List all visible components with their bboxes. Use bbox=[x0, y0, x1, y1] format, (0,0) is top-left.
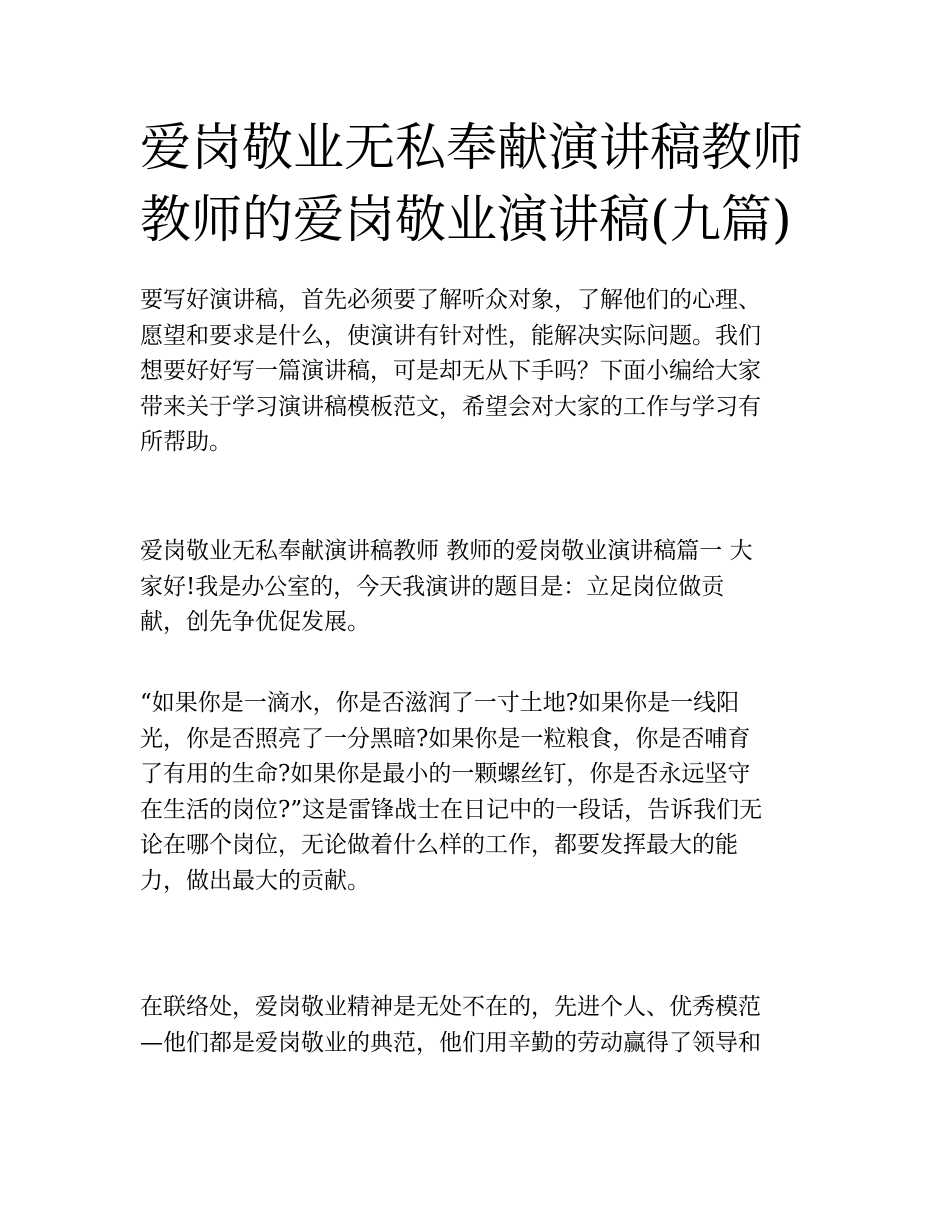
text-line: 爱岗敬业无私奉献演讲稿教师 教师的爱岗敬业演讲稿篇一 大 bbox=[140, 538, 753, 564]
text-line: 在生活的岗位?”这是雷锋战士在日记中的一段话，告诉我们无 bbox=[140, 796, 763, 823]
text-line: 所帮助。 bbox=[140, 429, 232, 455]
text-line: 要写好演讲稿，首先必须要了解听众对象，了解他们的心理、 bbox=[140, 287, 761, 313]
text-line: 想要好好写一篇演讲稿，可是却无从下手吗？下面小编给大家 bbox=[140, 358, 761, 384]
text-line: “如果你是一滴水，你是否滋润了一寸土地?如果你是一线阳 bbox=[140, 690, 740, 716]
paragraph-lei-feng-quote bbox=[140, 686, 820, 899]
paragraph-intro bbox=[140, 283, 820, 461]
text-line: 论在哪个岗位，无论做着什么样的工作，都要发挥最大的能 bbox=[140, 832, 738, 858]
paragraph-liaison-office bbox=[140, 990, 820, 1061]
text-line: 家好!我是办公室的，今天我演讲的题目是：立足岗位做贡 bbox=[140, 573, 725, 600]
text-line: 在联络处，爱岗敬业精神是无处不在的，先进个人、优秀模范 bbox=[140, 994, 761, 1020]
text-line: 献，创先争优促发展。 bbox=[140, 609, 370, 635]
text-line: 了有用的生命?如果你是最小的一颗螺丝钉，你是否永远坚守 bbox=[140, 761, 751, 787]
title-line: 爱岗敬业无私奉献演讲稿教师 bbox=[140, 119, 804, 178]
text-line: 光，你是否照亮了一分黑暗?如果你是一粒粮食，你是否哺育 bbox=[140, 725, 751, 752]
paragraph-speech-opening bbox=[140, 534, 820, 641]
text-line: 力，做出最大的贡献。 bbox=[140, 867, 370, 894]
title-line: 教师的爱岗敬业演讲稿(九篇) bbox=[140, 191, 792, 250]
text-line: —他们都是爱岗敬业的典范，他们用辛勤的劳动赢得了领导和 bbox=[140, 1029, 761, 1056]
text-line: 愿望和要求是什么，使演讲有针对性，能解决实际问题。我们 bbox=[140, 322, 761, 349]
document-title bbox=[140, 113, 820, 257]
text-line: 带来关于学习演讲稿模板范文，希望会对大家的工作与学习有 bbox=[140, 393, 761, 420]
